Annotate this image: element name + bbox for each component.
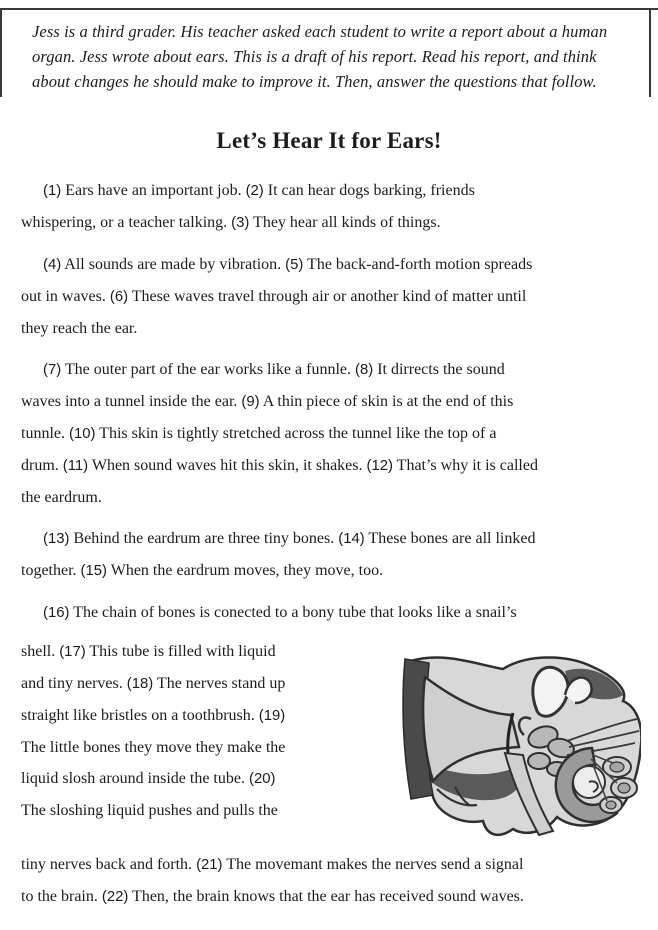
ear-anatomy-illustration (345, 649, 641, 841)
text-line: the eardrum. (21, 489, 102, 506)
report-paragraph-2 (21, 249, 641, 344)
text-line: (16) The chain of bones is conected to a bony tube that looks like a snail’s (43, 604, 517, 621)
text-line: whispering, or a teacher talking. (3) They hear all kinds of things. (21, 214, 441, 231)
text-line: (13) Behind the eardrum are three tiny bones. (14) These bones are all linked (43, 530, 536, 547)
text-line: waves into a tunnel inside the ear. (9) A thin piece of skin is at the end of this (21, 393, 514, 410)
text-line: straight like bristles on a toothbrush. (19) (21, 707, 286, 724)
intro-box (0, 9, 651, 97)
report-paragraph-3 (21, 354, 641, 513)
text-line: tunnle. (10) This skin is tightly stretched across the tunnel like the top of a (21, 425, 497, 442)
text-line: drum. (11) When sound waves hit this skin, it shakes. (12) That’s why it is called (21, 457, 538, 474)
text-line: Jess is a third grader. His teacher asked each student to write a report about a human (32, 22, 608, 41)
text-line: out in waves. (6) These waves travel through air or another kind of matter until (21, 288, 527, 305)
text-line: liquid slosh around inside the tube. (20) (21, 770, 276, 787)
ear-illustration-container (343, 636, 641, 841)
report-title: Let’s Hear It for Ears! (216, 128, 442, 153)
text-line: (1) Ears have an important job. (2) It can hear dogs barking, friends (43, 182, 475, 199)
text-line: and tiny nerves. (18) The nerves stand up (21, 675, 286, 692)
report-body (21, 175, 641, 913)
report-paragraph-5-first-line (21, 597, 641, 629)
text-line: about changes he should make to improve it. Then, answer the questions that follow. (32, 72, 597, 91)
text-line: together. (15) When the eardrum moves, they move, too. (21, 562, 384, 579)
report-paragraph-4 (21, 523, 641, 587)
paragraph-5-wrapped-lines (21, 636, 343, 826)
text-line: (4) All sounds are made by vibration. (5) The back-and-forth motion spreads (43, 256, 533, 273)
paragraph-5-wrap-row (21, 636, 641, 841)
text-line: organ. Jess wrote about ears. This is a draft of his report. Read his report, and think (32, 47, 597, 66)
report-paragraph-1 (21, 175, 641, 239)
text-line: shell. (17) This tube is filled with liquid (21, 643, 276, 660)
intro-text (32, 19, 649, 94)
text-line: to the brain. (22) Then, the brain knows that the ear has received sound waves. (21, 888, 524, 905)
text-line: tiny nerves back and forth. (21) The movemant makes the nerves send a signal (21, 856, 524, 873)
text-line: The little bones they move they make the (21, 739, 286, 756)
text-line: (7) The outer part of the ear works like a funnle. (8) It dirrects the sound (43, 361, 505, 378)
text-line: The sloshing liquid pushes and pulls the (21, 802, 278, 819)
text-line: they reach the ear. (21, 320, 138, 337)
report-paragraph-5-tail (21, 849, 641, 913)
